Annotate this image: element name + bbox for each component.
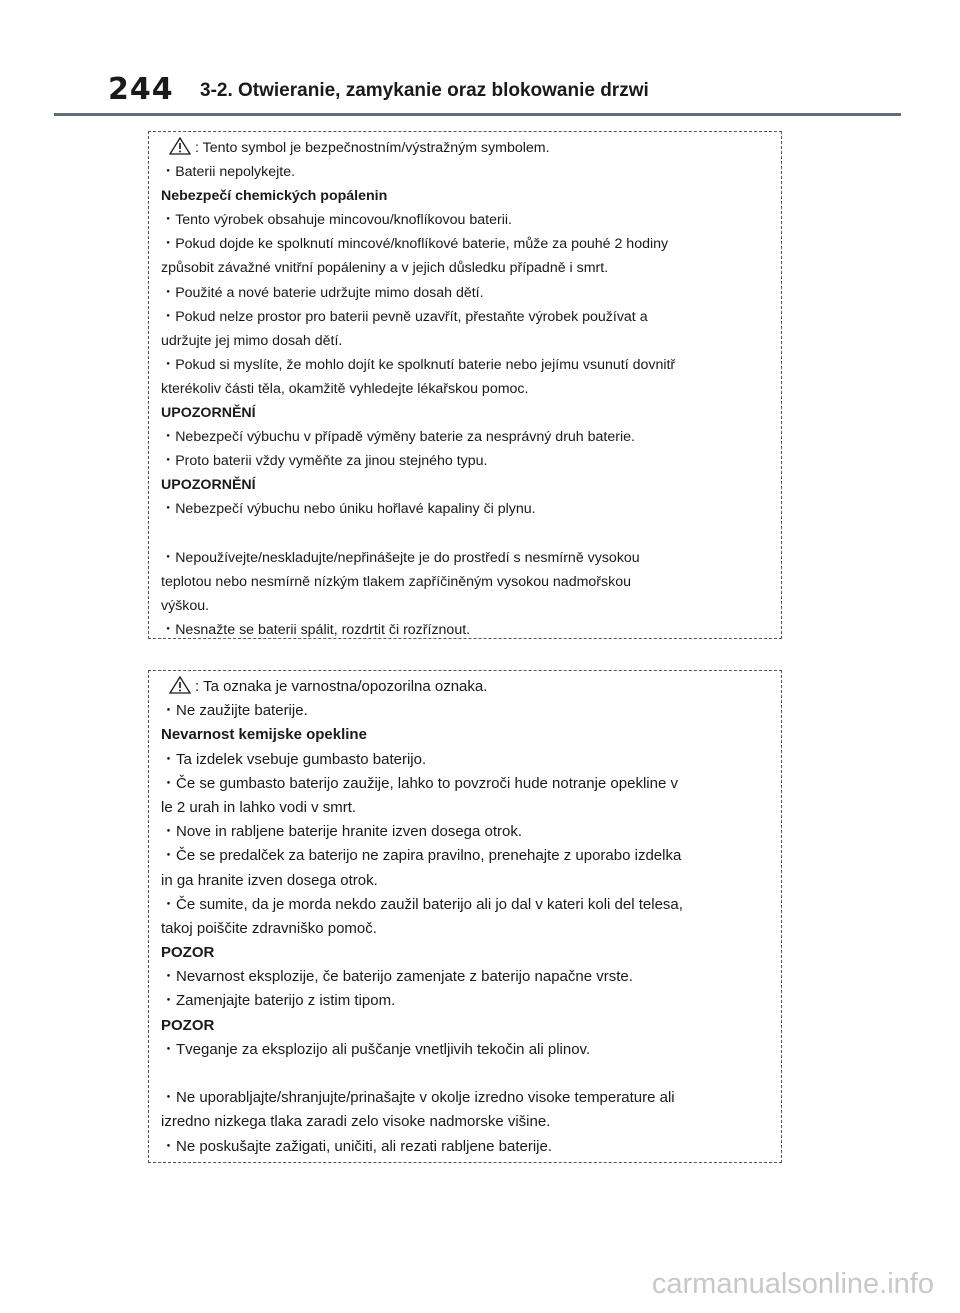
- bullet-line: ・Ne uporabljajte/shranjujte/prinašajte v okolje izredno visoke temperature ali: [161, 1089, 675, 1107]
- bullet-line: le 2 urah in lahko vodi v smrt.: [161, 798, 357, 816]
- section-heading: UPOZORNĚNÍ: [161, 477, 256, 494]
- bullet-line: kterékoliv části těla, okamžitě vyhledejte lékařskou pomoc.: [161, 380, 529, 397]
- bullet-line: ・Pokud nelze prostor pro baterii pevně uzavřít, přestaňte výrobek používat a: [161, 308, 648, 325]
- bullet-line: ・Nevarnost eksplozije, če baterijo zamenjate z baterijo napačne vrste.: [161, 968, 633, 986]
- bullet-line: ・Ne poskušajte zažigati, uničiti, ali rezati rabljene baterije.: [161, 1137, 553, 1155]
- section-heading: POZOR: [161, 944, 215, 962]
- warning-box-czech: [148, 131, 782, 639]
- section-title: 3-2. Otwieranie, zamykanie oraz blokowanie drzwi: [200, 80, 649, 101]
- bullet-line: ・Baterii nepolykejte.: [161, 164, 296, 181]
- bullet-line: izredno nizkega tlaka zaradi zelo visoke nadmorske višine.: [161, 1113, 551, 1131]
- bullet-line: ・Če se gumbasto baterijo zaužije, lahko to povzroči hude notranje opekline v: [161, 774, 678, 792]
- bullet-line: in ga hranite izven dosega otrok.: [161, 871, 378, 889]
- section-heading: Nevarnost kemijske opekline: [161, 726, 367, 744]
- warning-lines: [161, 699, 781, 1159]
- section-heading: Nebezpečí chemických popálenin: [161, 188, 388, 205]
- symbol-line: [161, 136, 781, 160]
- watermark: carmanualsonline.info: [651, 1268, 934, 1300]
- bullet-line: ・Nepoužívejte/neskladujte/nepřinášejte je do prostředí s nesmírně vysokou: [161, 549, 640, 566]
- page-number: 244: [108, 72, 174, 107]
- bullet-line: takoj poiščite zdravniško pomoč.: [161, 919, 377, 937]
- bullet-line: ・Če sumite, da je morda nekdo zaužil baterijo ali jo dal v kateri koli del telesa,: [161, 895, 683, 913]
- bullet-line: ・Použité a nové baterie udržujte mimo dosah dětí.: [161, 284, 484, 301]
- bullet-line: ・Nebezpečí výbuchu v případě výměny baterie za nesprávný druh baterie.: [161, 429, 635, 446]
- bullet-line: ・Nebezpečí výbuchu nebo úniku hořlavé kapaliny či plynu.: [161, 501, 536, 518]
- bullet-line: způsobit závažné vnitřní popáleniny a v jejich důsledku případně i smrt.: [161, 260, 609, 277]
- bullet-line: ・Tveganje za eksplozijo ali puščanje vnetljivih tekočin ali plinov.: [161, 1040, 591, 1058]
- blank-line: [161, 1062, 781, 1086]
- header-rule: [54, 113, 901, 116]
- blank-line: [161, 522, 781, 546]
- bullet-line: ・Nesnažte se baterii spálit, rozdrtit či rozříznout.: [161, 621, 471, 638]
- bullet-line: ・Proto baterii vždy vyměňte za jinou stejného typu.: [161, 453, 488, 470]
- bullet-line: udržujte jej mimo dosah dětí.: [161, 332, 343, 349]
- symbol-text: : Ta oznaka je varnostna/opozorilna oznaka.: [195, 678, 488, 695]
- bullet-line: teplotou nebo nesmírně nízkým tlakem zapříčiněným vysokou nadmořskou: [161, 573, 631, 590]
- bullet-line: ・Ta izdelek vsebuje gumbasto baterijo.: [161, 750, 427, 768]
- warning-triangle-icon: [169, 137, 191, 155]
- warning-box-slovenian: [148, 670, 782, 1163]
- bullet-line: ・Pokud si myslíte, že mohlo dojít ke spolknutí baterie nebo jejímu vsunutí dovnitř: [161, 356, 676, 373]
- warning-triangle-icon: [169, 676, 191, 694]
- section-heading: POZOR: [161, 1016, 215, 1034]
- bullet-line: ・Ne zaužijte baterije.: [161, 702, 308, 720]
- bullet-line: výškou.: [161, 597, 210, 614]
- bullet-line: ・Zamenjajte baterijo z istim tipom.: [161, 992, 396, 1010]
- bullet-line: ・Tento výrobek obsahuje mincovou/knoflíkovou baterii.: [161, 212, 512, 229]
- section-heading: UPOZORNĚNÍ: [161, 405, 256, 422]
- symbol-line: [161, 675, 781, 699]
- symbol-text: : Tento symbol je bezpečnostním/výstražným symbolem.: [195, 140, 550, 156]
- bullet-line: ・Nove in rabljene baterije hranite izven dosega otrok.: [161, 823, 523, 841]
- bullet-line: ・Pokud dojde ke spolknutí mincové/knoflíkové baterie, může za pouhé 2 hodiny: [161, 236, 669, 253]
- warning-lines: [161, 160, 781, 642]
- bullet-line: ・Če se predalček za baterijo ne zapira pravilno, prenehajte z uporabo izdelka: [161, 847, 682, 865]
